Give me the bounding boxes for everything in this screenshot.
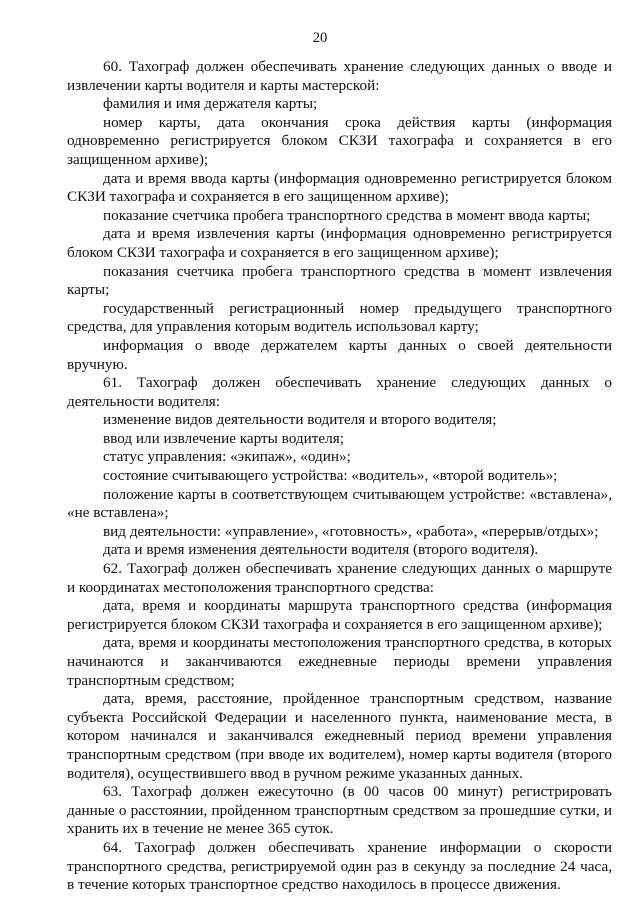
list-item: дата и время изменения деятельности водителя (второго водителя).: [103, 541, 539, 559]
list-item: показание счетчика пробега транспортного средства в момент ввода карты;: [103, 206, 591, 224]
list-item: показания счетчика пробега транспортного средства в момент извлечения карты;: [67, 262, 612, 299]
list-item: статус управления: «экипаж», «один»;: [103, 448, 351, 466]
paragraph-61-intro: 61. Тахограф должен обеспечивать хранение следующих данных о деятельности водителя:: [67, 374, 612, 410]
paragraph-60-intro: 60. Тахограф должен обеспечивать хранение следующих данных о вводе и извлечении карты водителя и карты мастерской:: [67, 58, 612, 94]
list-item: информация о вводе держателем карты данных о своей деятельности вручную.: [67, 336, 612, 373]
list-item: дата, время, расстояние, пройденное транспортным средством, название субъекта Российской Федерации и населенного пункта, наименование места, в котором начинался и заканчивался ежедневный период времени управления транспортным средством (при вводе их водителем), номер карты водителя (второго водителя), осуществившего ввод в ручном режиме указанных данных.: [67, 690, 612, 782]
document-body: [67, 58, 612, 895]
paragraph-62-intro: 62. Тахограф должен обеспечивать хранение следующих данных о маршруте и координатах местоположения транспортного средства:: [67, 560, 612, 596]
list-item: номер карты, дата окончания срока действия карты (информация одновременно регистрируется блоком СКЗИ тахографа и сохраняется в его защищенном архиве);: [67, 113, 612, 168]
list-item: вид деятельности: «управление», «готовность», «работа», «перерыв/отдых»;: [103, 522, 599, 540]
paragraph-64: 64. Тахограф должен обеспечивать хранение информации о скорости транспортного средства, регистрируемой один раз в секунду за последние 24 часа, в течение которых транспортное средство находилось в процессе движения.: [67, 838, 612, 894]
list-item: состояние считывающего устройства: «водитель», «второй водитель»;: [103, 467, 558, 485]
page-number: 20: [312, 30, 328, 46]
list-item: ввод или извлечение карты водителя;: [103, 429, 344, 447]
paragraph-63: 63. Тахограф должен ежесуточно (в 00 часов 00 минут) регистрировать данные о расстоянии, пройденном транспортным средством за прошедшие сутки, и хранить их в течение не менее 365 суток.: [67, 783, 612, 838]
list-item: государственный регистрационный номер предыдущего транспортного средства, для управления которым водитель использовал карту;: [67, 299, 612, 336]
list-item: дата, время и координаты местоположения транспортного средства, в которых начинаются и заканчиваются ежедневные периоды времени управления транспортным средством;: [67, 634, 612, 689]
list-item: дата, время и координаты маршрута транспортного средства (информация регистрируется блоком СКЗИ тахографа и сохраняется в его защищенном архиве);: [67, 597, 612, 633]
list-item: положение карты в соответствующем считывающем устройстве: «вставлена», «не вставлена»;: [67, 485, 612, 522]
list-item: дата и время извлечения карты (информация одновременно регистрируется блоком СКЗИ тахографа и сохраняется в его защищенном архиве);: [67, 225, 612, 261]
list-item: фамилия и имя держателя карты;: [103, 95, 318, 113]
list-item: изменение видов деятельности водителя и второго водителя;: [103, 411, 497, 429]
list-item: дата и время ввода карты (информация одновременно регистрируется блоком СКЗИ тахографа и сохраняется в его защищенном архиве);: [67, 169, 612, 206]
